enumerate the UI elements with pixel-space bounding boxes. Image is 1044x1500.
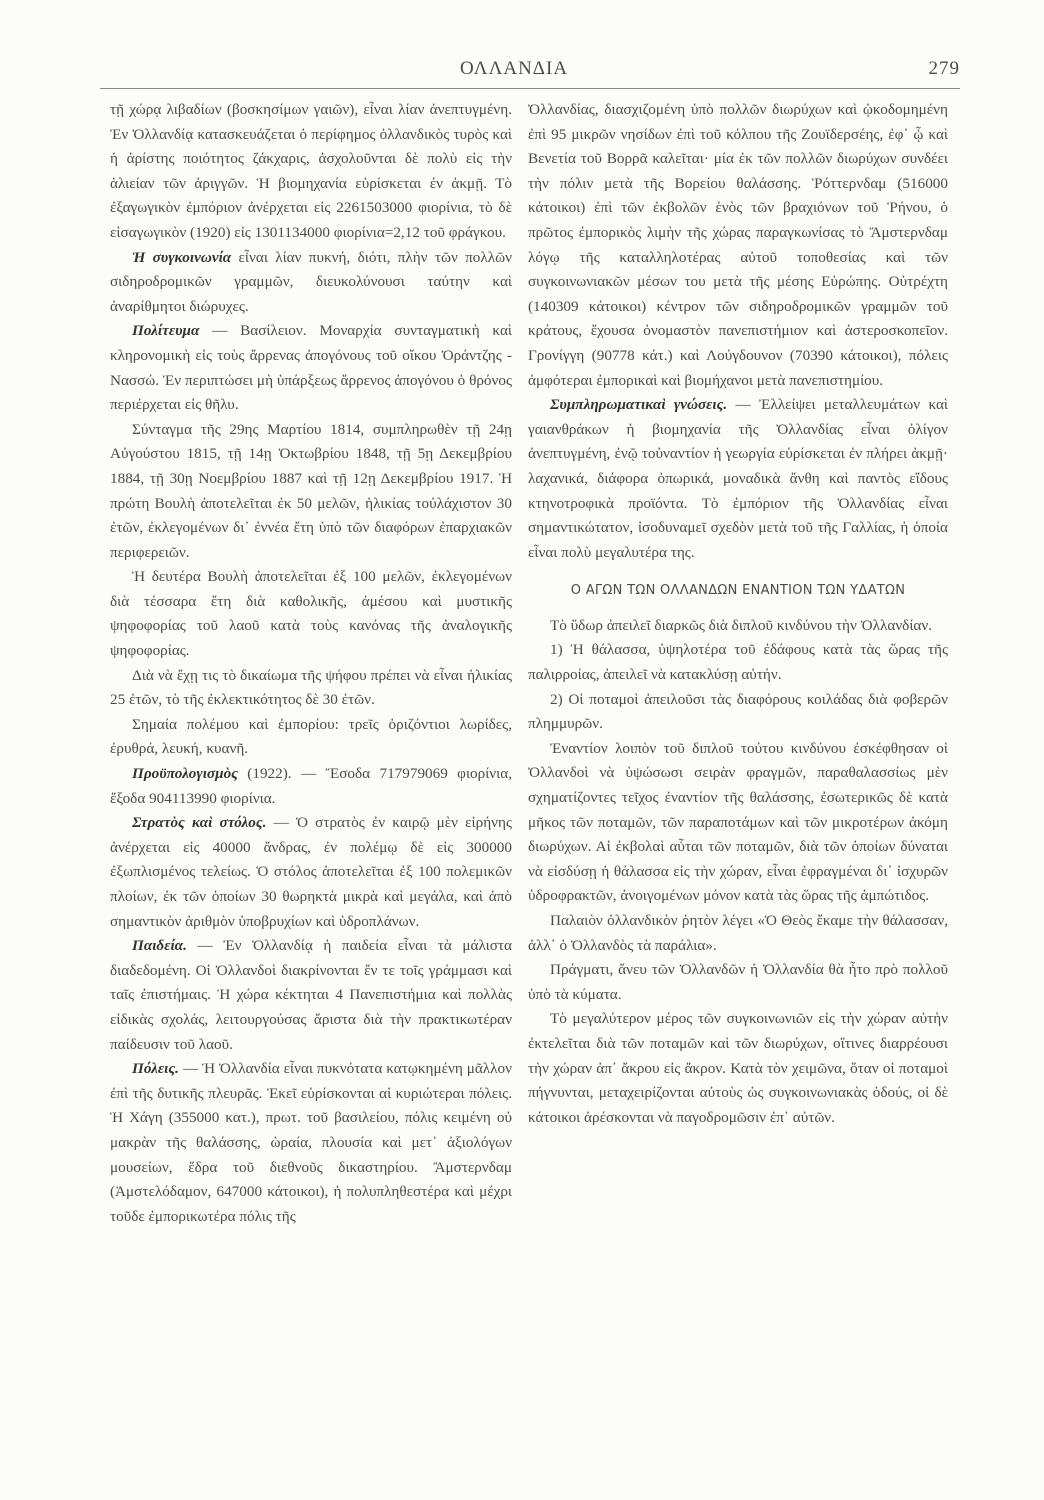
paragraph: Ἐναντίον λοιπὸν τοῦ διπλοῦ τούτου κινδύνου ἐσκέφθησαν οἱ Ὀλλανδοὶ νὰ ὑψώσωσι σειρὰν φραγμῶν, παραθαλασσίως μὲν σχηματίζοντες τεῖχος ἐναντίον τῆς θαλάσσης, ἐσωτερικῶς δὲ κατὰ μῆκος τῶν ποταμῶν, τῶν παραποτάμων καὶ τῶν μικροτέρων ἀκόμη διωρύχων. Αἱ ἐκβολαὶ αὗται τῶν ποταμῶν, διὰ τῶν ὁποίων δύναται νὰ εἰσδύσῃ ἡ θάλασσα εἰς τὴν χώραν, εἶναι ἐφραγμέναι δι᾽ ἰσχυρῶν ὑδροφρακτῶν, ἀνοιγομένων μόνον κατὰ τὰς ὥρας τῆς ἀμπώτιδος. — [528, 739, 948, 905]
paragraph: Στρατὸς καὶ στόλος. — Ὁ στρατὸς ἐν καιρῷ μὲν εἰρήνης ἀνέρχεται εἰς 40000 ἄνδρας, ἐν πολέμῳ δὲ εἰς 300000 ἐξωπλισμένος τελείως. Ὁ στόλος ἀποτελεῖται ἐξ 100 πολεμικῶν πλοίων, ἐκ τῶν ὁποίων 30 θωρηκτὰ μικρὰ καὶ μεγάλα, καὶ ἀπὸ σημαντικὸν ἀριθμὸν ὑποβρυχίων καὶ ὑδροπλάνων. — [110, 814, 512, 930]
paragraph: Παιδεία. — Ἐν Ὀλλανδίᾳ ἡ παιδεία εἶναι τὰ μάλιστα διαδεδομένη. Οἱ Ὀλλανδοὶ διακρίνονται ἔν τε τοῖς γράμμασι καὶ ταῖς ἐπιστήμαις. Ἡ χώρα κέκτηται 4 Πανεπιστήμια καὶ πολλὰς εἰδικὰς σχολάς, λειτουργούσας ἄριστα διὰ τὴν πρακτικωτέραν παίδευσιν τοῦ λαοῦ. — [110, 937, 512, 1053]
right-column — [528, 98, 948, 1130]
paragraph: Διὰ νὰ ἔχῃ τις τὸ δικαίωμα τῆς ψήφου πρέπει νὰ εἶναι ἡλικίας 25 ἐτῶν, τὸ τῆς ἐκλεκτικότητος δὲ 30 ἐτῶν. — [110, 666, 512, 709]
paragraph: Πολίτευμα — Βασίλειον. Μοναρχία συνταγματικὴ καὶ κληρονομικὴ εἰς τοὺς ἄρρενας ἀπογόνους τοῦ οἴκου Ὀράντζης - Νασσώ. Ἐν περιπτώσει μὴ ὑπάρξεως ἄρρενος ἀπογόνου ὁ θρόνος περιέρχεται εἰς θῆλυ. — [110, 322, 512, 414]
paragraph: Σύνταγμα τῆς 29ης Μαρτίου 1814, συμπληρωθὲν τῇ 24ῃ Αὐγούστου 1815, τῇ 14ῃ Ὀκτωβρίου 1848, τῇ 5ῃ Δεκεμβρίου 1884, τῇ 30ῃ Νοεμβρίου 1887 καὶ τῇ 12ῃ Δεκεμβρίου 1917. Ἡ πρώτη Βουλὴ ἀποτελεῖται ἐκ 50 μελῶν, ἡλικίας τοὐλάχιστον 30 ἐτῶν, ἐκλεγομένων δι᾽ ἐννέα ἔτη ὑπὸ τῶν διαφόρων ἐπαρχιακῶν περιφερειῶν. — [110, 420, 512, 561]
running-title: ΟΛΛΑΝΔΙΑ — [460, 58, 569, 79]
running-header — [100, 58, 960, 86]
paragraph: τῇ χώρᾳ λιβαδίων (βοσκησίμων γαιῶν), εἶναι λίαν ἀνεπτυγμένη. Ἐν Ὀλλανδίᾳ κατασκευάζεται ὁ περίφημος ὀλλανδικὸς τυρὸς καὶ ἡ ἀρίστης ποιότητος ζάκχαρις, ἀσχολοῦνται δὲ πολὺ εἰς τὴν ἁλιείαν τῶν ἀριγγῶν. Ἡ βιομηχανία εὑρίσκεται ἐν ἀκμῇ. Τὸ ἐξαγωγικὸν ἐμπόριον ἀνέρχεται εἰς 2261503000 φιορίνια, τὸ δὲ εἰσαγωγικὸν (1920) εἰς 1301134000 φιορίνια=2,12 τοῦ φράγκου. — [110, 101, 512, 241]
paragraph: 1) Ἡ θάλασσα, ὑψηλοτέρα τοῦ ἐδάφους κατὰ τὰς ὥρας τῆς παλιρροίας, ἀπειλεῖ νὰ κατακλύσῃ αὐτήν. — [528, 641, 948, 684]
paragraph: Πόλεις. — Ἡ Ὀλλανδία εἶναι πυκνότατα κατῳκημένη μᾶλλον ἐπὶ τῆς δυτικῆς πλευρᾶς. Ἐκεῖ εὑρίσκονται αἱ κυριώτεραι πόλεις. Ἡ Χάγη (355000 κατ.), πρωτ. τοῦ βασιλείου, πόλις κειμένη οὐ μακρὰν τῆς θαλάσσης, ὡραία, πλουσία καὶ μετ᾽ ἀξιολόγων μουσείων, ἕδρα τοῦ διεθνοῦς δικαστηρίου. Ἄμστερνδαμ (Ἀμστελόδαμον, 647000 κάτοικοι), ἡ πολυπληθεστέρα καὶ μέχρι τοῦδε ἐμπορικωτέρα πόλις τῆς — [110, 1060, 512, 1225]
paragraph: Τὸ μεγαλύτερον μέρος τῶν συγκοινωνιῶν εἰς τὴν χώραν αὐτὴν ἐκτελεῖται διὰ τῶν ποταμῶν καὶ τῶν διωρύχων, οἵτινες διαρρέουσι τὴν χώραν ἀπ᾽ ἄκρου εἰς ἄκρον. Κατὰ τὸν χειμῶνα, ὅταν οἱ ποταμοὶ πήγνυνται, μεταχειρίζονται αὐτοὺς ὡς συγκοινωνιακὰς ὁδούς, οἱ δὲ κάτοικοι ἀρέσκονται νὰ παγοδρομῶσιν ἐπ᾽ αὐτῶν. — [528, 1010, 948, 1126]
paragraph: Σημαία πολέμου καὶ ἐμπορίου: τρεῖς ὁριζόντιοι λωρίδες, ἐρυθρά, λευκή, κυανῆ. — [110, 715, 512, 758]
paragraph: Τὸ ὕδωρ ἀπειλεῖ διαρκῶς διὰ διπλοῦ κινδύνου τὴν Ὀλλανδίαν. — [550, 616, 933, 634]
paragraph: Ἡ δευτέρα Βουλὴ ἀποτελεῖται ἐξ 100 μελῶν, ἐκλεγομένων διὰ τέσσαρα ἔτη διὰ καθολικῆς, ἀμέσου καὶ μυστικῆς ψηφοφορίας τοῦ λαοῦ κατὰ τοὺς κανόνας τῆς ἀναλογικῆς ψηφοφορίας. — [110, 568, 512, 660]
header-rule — [100, 88, 960, 89]
paragraph: Πράγματι, ἄνευ τῶν Ὀλλανδῶν ἡ Ὀλλανδία θὰ ἦτο πρὸ πολλοῦ ὑπὸ τὰ κύματα. — [528, 961, 948, 1003]
left-column — [110, 98, 512, 1229]
section-heading: Ο ΑΓΩΝ ΤΩΝ ΟΛΛΑΝΔΩΝ ΕΝΑΝΤΙΟΝ ΤΩΝ ΥΔΑΤΩΝ — [570, 583, 906, 599]
paragraph: Συμπληρωματικαὶ γνώσεις. — Ἐλλείψει μεταλλευμάτων καὶ γαιανθράκων ἡ βιομηχανία τῆς Ὀλλανδίας εἶναι ὀλίγον ἀνεπτυγμένη, ἐνῷ τοὐναντίον ἡ γεωργία εὑρίσκεται ἐν πλήρει ἀκμῇ· λαχανικά, διάφορα ὀπωρικά, μοναδικὰ ἄνθη καὶ παντὸς εἴδους κτηνοτροφικὰ προϊόντα. Τὸ ἐμπόριον τῆς Ὀλλανδίας εἶναι σημαντικώτατον, ἰσοδυναμεῖ σχεδὸν μετὰ τοῦ τῆς Γαλλίας, ἡ ὁποία εἶναι πολὺ μεγαλυτέρα της. — [528, 396, 949, 561]
paragraph: Προϋπολογισμὸς (1922). — Ἔσοδα 717979069 φιορίνια, ἔξοδα 904113990 φιορίνια. — [110, 765, 512, 807]
page-number: 279 — [928, 58, 960, 79]
paragraph: Παλαιὸν ὀλλανδικὸν ῥητὸν λέγει «Ὁ Θεὸς ἔκαμε τὴν θάλασσαν, ἀλλ᾽ ὁ Ὀλλανδὸς τὰ παράλια». — [528, 912, 948, 954]
paragraph: Ὀλλανδίας, διασχιζομένη ὑπὸ πολλῶν διωρύχων καὶ ᾠκοδομημένη ἐπὶ 95 μικρῶν νησίδων ἐπὶ τοῦ κόλπου τῆς Ζουϊδερσέης, ἐφ᾽ ᾧ καὶ Βενετία τοῦ Βορρᾶ καλεῖται· μία ἐκ τῶν πολλῶν διωρύχων συνδέει τὴν πόλιν μετὰ τῆς Βορείου θαλάσσης. Ῥόττερνδαμ (516000 κάτοικοι) ἐπὶ τῶν ἐκβολῶν ἑνὸς τῶν βραχιόνων τοῦ Ῥήνου, ὁ πρῶτος ἐμπορικὸς λιμὴν τῆς χώρας παραγκωνίσας τὸ Ἄμστερνδαμ λόγῳ τῆς καταλληλοτέρας αὐτοῦ τοποθεσίας καὶ τῶν συγκοινωνιακῶν μέσων του μετὰ τῆς μέσης Εὐρώπης. Οὐτρέχτη (140309 κάτοικοι) κέντρον τῶν σιδηροδρομικῶν γραμμῶν τοῦ κράτους, ἔχουσα ὀνομαστὸν πανεπιστήμιον καὶ ἀστεροσκοπεῖον. Γρονίγγη (90778 κάτ.) καὶ Λούγδουνον (70390 κάτοικοι), πόλεις ἀμφότεραι ἐμπορικαὶ καὶ βιομήχανοι μετὰ πανεπιστημίου. — [528, 101, 948, 389]
paragraph: Ἡ συγκοινωνία εἶναι λίαν πυκνή, διότι, πλὴν τῶν πολλῶν σιδηροδρομικῶν γραμμῶν, διευκολύνουσι ταύτην καὶ ἀναρίθμητοι διώρυχες. — [110, 248, 512, 315]
paragraph: 2) Οἱ ποταμοὶ ἀπειλοῦσι τὰς διαφόρους κοιλάδας διὰ φοβερῶν πλημμυρῶν. — [528, 690, 948, 733]
